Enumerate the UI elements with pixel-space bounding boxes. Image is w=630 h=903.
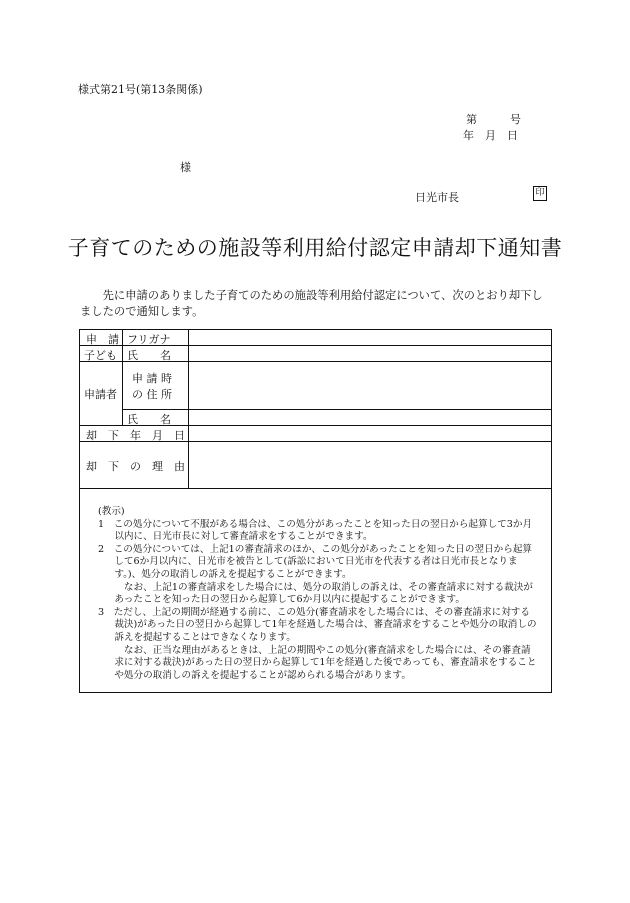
notes-heading: (教示) (98, 506, 125, 517)
notes-item-3: 3 ただし、上記の期間が経過する前に、この処分(審査請求をした場合には、その審査請求に対する裁決)があった日の翌日から起算して1年を経過した場合は、審査請求をすることや処分の取消しの訴えを提起することはできなくなります。 (98, 606, 537, 643)
notes-item-3-cont: なお、正当な理由があるときは、上記の期間やこの処分(審査請求をした場合には、その審査請求に対する裁決)があった日の翌日から起算して1年を経過した後であっても、審査請求をすることや処分の取消しの訴えを提起することが認められる場合があります。 (114, 644, 537, 681)
form-table (79, 329, 552, 693)
label-applicant-child-2: 子ども (84, 349, 117, 362)
label-applicant-name: 氏 名 (127, 413, 171, 426)
label-address-2: の 住 所 (132, 388, 172, 401)
label-applicant-child: 申 請 (86, 333, 119, 346)
row-divider (122, 409, 551, 410)
seal-stamp: 印 (533, 186, 547, 201)
appeal-instructions (98, 506, 538, 682)
addressee-suffix: 様 (180, 161, 191, 174)
notes-item-1: 1 この処分について不服がある場合は、この処分があったことを知った日の翌日から起算して3か月以内に、日光市長に対して審査請求をすることができます。 (98, 518, 533, 543)
document-title: 子育てのための施設等利用給付認定申請却下通知書 (67, 236, 563, 260)
label-rejection-reason: 却 下 の 理 由 (86, 460, 185, 473)
issuer-name: 日光市長 (415, 191, 459, 204)
row-divider (80, 488, 551, 489)
col-divider (188, 330, 189, 488)
label-address-1: 申 請 時 (132, 372, 172, 385)
notes-item-2: 2 この処分については、上記1の審査請求のほか、この処分があったことを知った日の翌日から起算して6か月以内に、日光市を被告として(訴訟において日光市を代表する者は日光市長となります。)、処分の取消しの訴えを提起することができます。 (98, 543, 533, 580)
notice-body: 先に申請のありました子育てのための施設等利用給付認定について、次のとおり却下しましたので通知します。 (80, 289, 543, 318)
label-rejection-date: 却 下 年 月 日 (86, 429, 185, 442)
notes-item-2-cont: なお、上記1の審査請求をした場合には、処分の取消しの訴えは、その審査請求に対する裁決があったことを知った日の翌日から起算して6か月以内に提起することができます。 (114, 581, 533, 606)
col-divider (122, 330, 123, 425)
form-number: 様式第21号(第13条関係) (78, 83, 203, 96)
label-applicant: 申請者 (84, 388, 117, 401)
label-child-name: 氏 名 (127, 349, 171, 362)
document-number: 第 号 (466, 113, 521, 126)
issue-date: 年 月 日 (463, 129, 518, 142)
label-furigana: フリガナ (127, 333, 171, 346)
